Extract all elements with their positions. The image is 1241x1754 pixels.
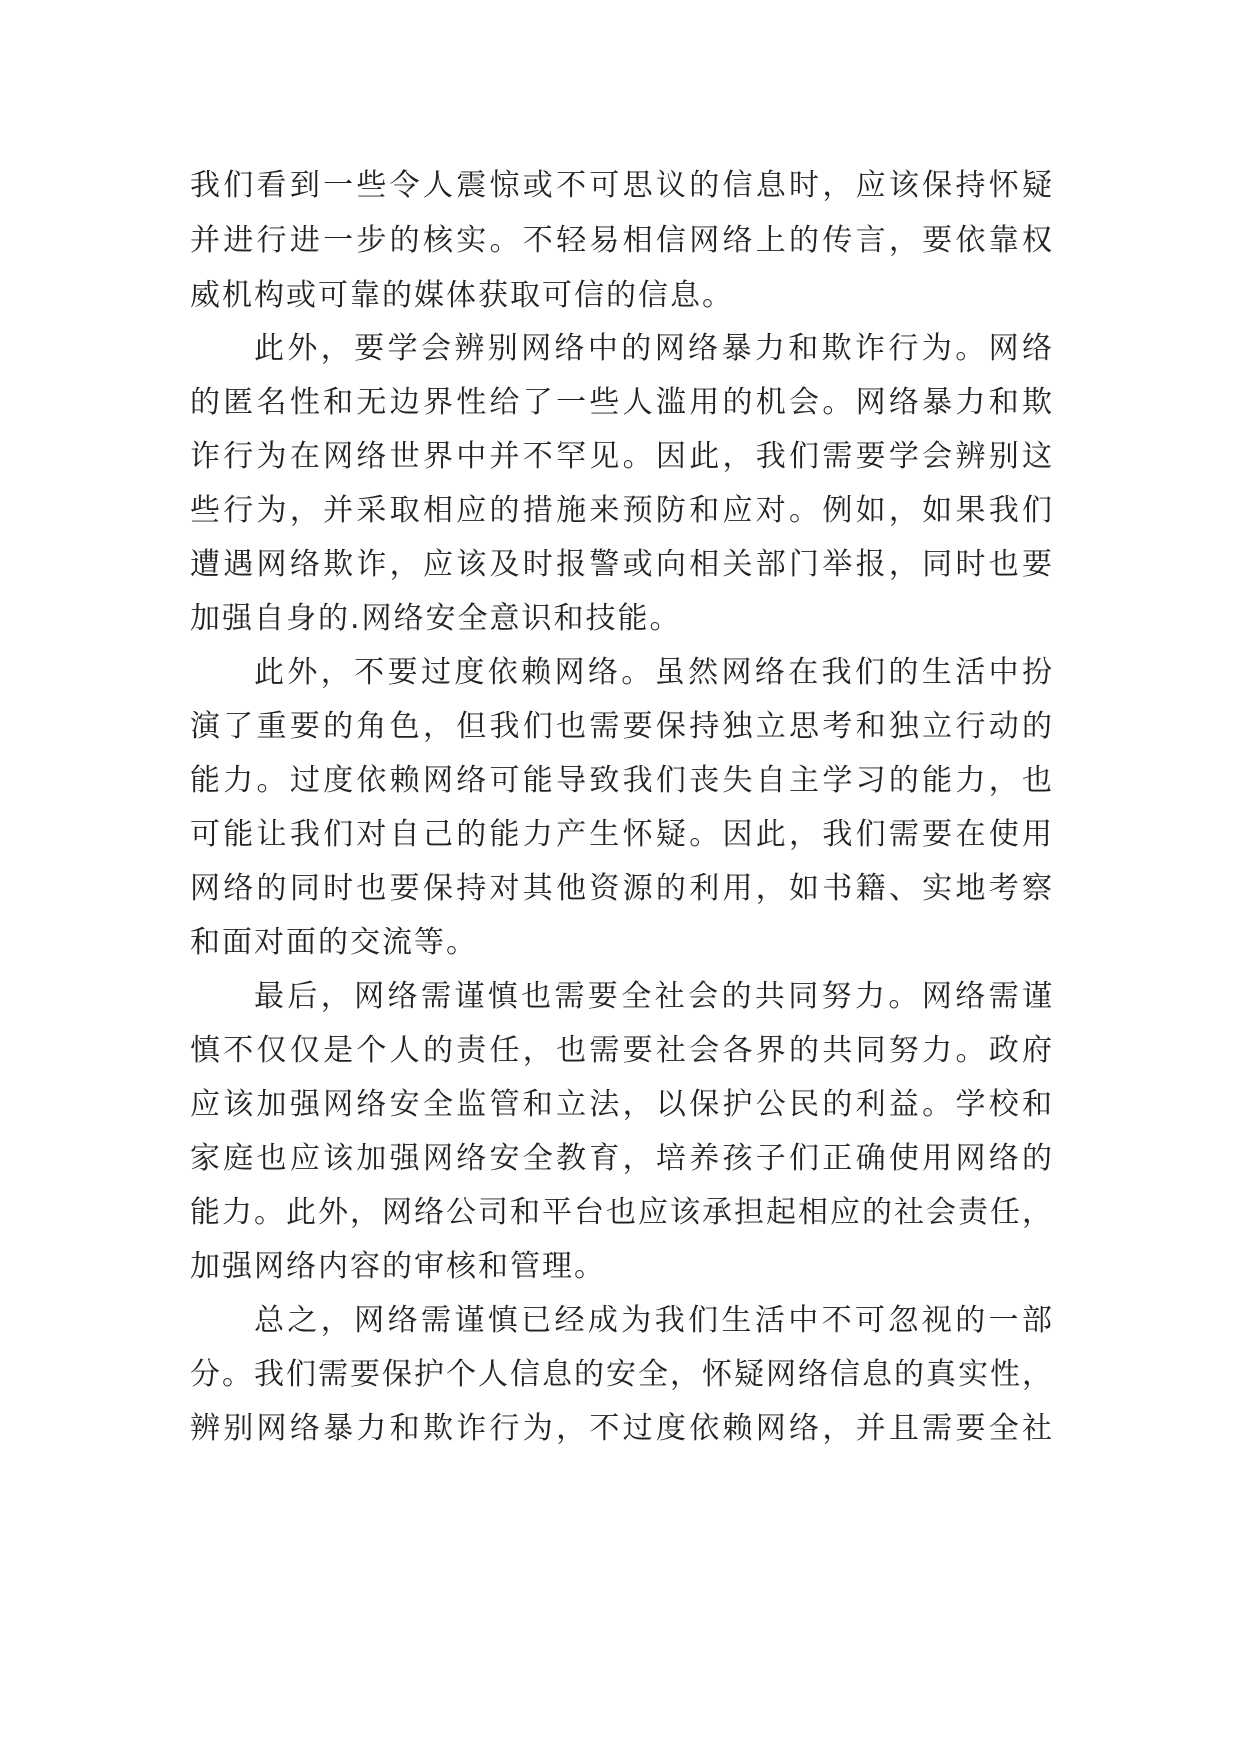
paragraph-first-line: 总之，网络需谨慎已经成为我们生活中不可忽视的一部	[254, 1303, 1054, 1338]
text-line: 的匿名性和无边界性给了一些人滥用的机会。网络暴力和欺	[190, 385, 1054, 420]
paragraph-first-line: 此外，要学会辨别网络中的网络暴力和欺诈行为。网络	[254, 331, 1054, 366]
text-line: 辨别网络暴力和欺诈行为，不过度依赖网络，并且需要全社	[190, 1411, 1054, 1446]
text-line: 可能让我们对自己的能力产生怀疑。因此，我们需要在使用	[190, 817, 1054, 852]
paragraph-first-line: 此外，不要过度依赖网络。虽然网络在我们的生活中扮	[254, 655, 1054, 690]
text-line: 网络的同时也要保持对其他资源的利用，如书籍、实地考察	[190, 871, 1054, 906]
paragraph-first-line: 最后，网络需谨慎也需要全社会的共同努力。网络需谨	[254, 979, 1054, 1014]
text-line: 加强自身的.网络安全意识和技能。	[190, 601, 682, 636]
text-line: 些行为，并采取相应的措施来预防和应对。例如，如果我们	[190, 493, 1054, 528]
text-line: 应该加强网络安全监管和立法，以保护公民的利益。学校和	[190, 1087, 1054, 1122]
text-line: 分。我们需要保护个人信息的安全，怀疑网络信息的真实性，	[190, 1357, 1054, 1392]
text-line: 慎不仅仅是个人的责任，也需要社会各界的共同努力。政府	[190, 1033, 1054, 1068]
text-line: 遭遇网络欺诈，应该及时报警或向相关部门举报，同时也要	[190, 547, 1054, 582]
text-line: 能力。此外，网络公司和平台也应该承担起相应的社会责任，	[190, 1195, 1054, 1230]
text-line: 威机构或可靠的媒体获取可信的信息。	[190, 278, 734, 313]
text-line: 加强网络内容的审核和管理。	[190, 1249, 606, 1284]
text-line: 我们看到一些令人震惊或不可思议的信息时，应该保持怀疑	[190, 168, 1054, 203]
text-line: 演了重要的角色，但我们也需要保持独立思考和独立行动的	[190, 709, 1054, 744]
text-line: 能力。过度依赖网络可能导致我们丧失自主学习的能力，也	[190, 763, 1054, 798]
text-line: 诈行为在网络世界中并不罕见。因此，我们需要学会辨别这	[190, 439, 1054, 474]
text-line: 家庭也应该加强网络安全教育，培养孩子们正确使用网络的	[190, 1141, 1054, 1176]
text-line: 和面对面的交流等。	[190, 925, 478, 960]
text-line: 并进行进一步的核实。不轻易相信网络上的传言，要依靠权	[190, 223, 1054, 258]
